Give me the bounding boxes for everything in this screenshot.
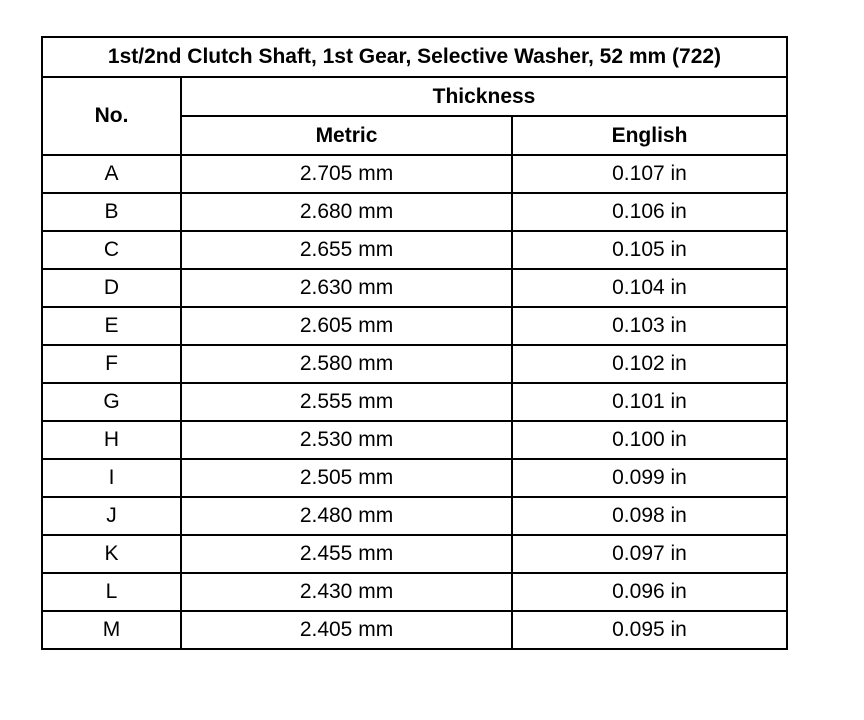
table-title: 1st/2nd Clutch Shaft, 1st Gear, Selective Washer, 52 mm (722) (42, 37, 787, 77)
cell-metric: 2.505 mm (181, 459, 512, 497)
cell-no: H (42, 421, 181, 459)
cell-no: E (42, 307, 181, 345)
cell-no: I (42, 459, 181, 497)
table-row (42, 459, 787, 497)
column-header-metric: Metric (181, 116, 512, 155)
column-header-no: No. (42, 77, 181, 155)
cell-no: C (42, 231, 181, 269)
cell-metric: 2.680 mm (181, 193, 512, 231)
cell-no: L (42, 573, 181, 611)
table-row (42, 231, 787, 269)
cell-english: 0.105 in (512, 231, 787, 269)
cell-no: B (42, 193, 181, 231)
table-row (42, 307, 787, 345)
cell-english: 0.104 in (512, 269, 787, 307)
cell-metric: 2.655 mm (181, 231, 512, 269)
cell-metric: 2.630 mm (181, 269, 512, 307)
cell-english: 0.100 in (512, 421, 787, 459)
cell-english: 0.106 in (512, 193, 787, 231)
cell-metric: 2.555 mm (181, 383, 512, 421)
table-row (42, 345, 787, 383)
cell-english: 0.102 in (512, 345, 787, 383)
table-row (42, 573, 787, 611)
table-row (42, 269, 787, 307)
table-body (42, 155, 787, 649)
table-row (42, 497, 787, 535)
table-row (42, 535, 787, 573)
cell-no: D (42, 269, 181, 307)
cell-metric: 2.405 mm (181, 611, 512, 649)
cell-metric: 2.705 mm (181, 155, 512, 193)
cell-english: 0.098 in (512, 497, 787, 535)
cell-english: 0.095 in (512, 611, 787, 649)
table-row (42, 193, 787, 231)
column-header-thickness: Thickness (181, 77, 787, 116)
cell-english: 0.099 in (512, 459, 787, 497)
cell-metric: 2.430 mm (181, 573, 512, 611)
cell-no: J (42, 497, 181, 535)
table-row (42, 611, 787, 649)
table-row (42, 383, 787, 421)
column-header-english: English (512, 116, 787, 155)
selective-washer-table (41, 36, 788, 650)
cell-metric: 2.605 mm (181, 307, 512, 345)
table-row (42, 421, 787, 459)
cell-no: F (42, 345, 181, 383)
cell-no: G (42, 383, 181, 421)
cell-no: M (42, 611, 181, 649)
cell-english: 0.101 in (512, 383, 787, 421)
cell-no: A (42, 155, 181, 193)
cell-english: 0.096 in (512, 573, 787, 611)
cell-metric: 2.455 mm (181, 535, 512, 573)
cell-english: 0.103 in (512, 307, 787, 345)
cell-no: K (42, 535, 181, 573)
cell-english: 0.097 in (512, 535, 787, 573)
cell-metric: 2.530 mm (181, 421, 512, 459)
cell-metric: 2.580 mm (181, 345, 512, 383)
cell-metric: 2.480 mm (181, 497, 512, 535)
cell-english: 0.107 in (512, 155, 787, 193)
table-row (42, 155, 787, 193)
